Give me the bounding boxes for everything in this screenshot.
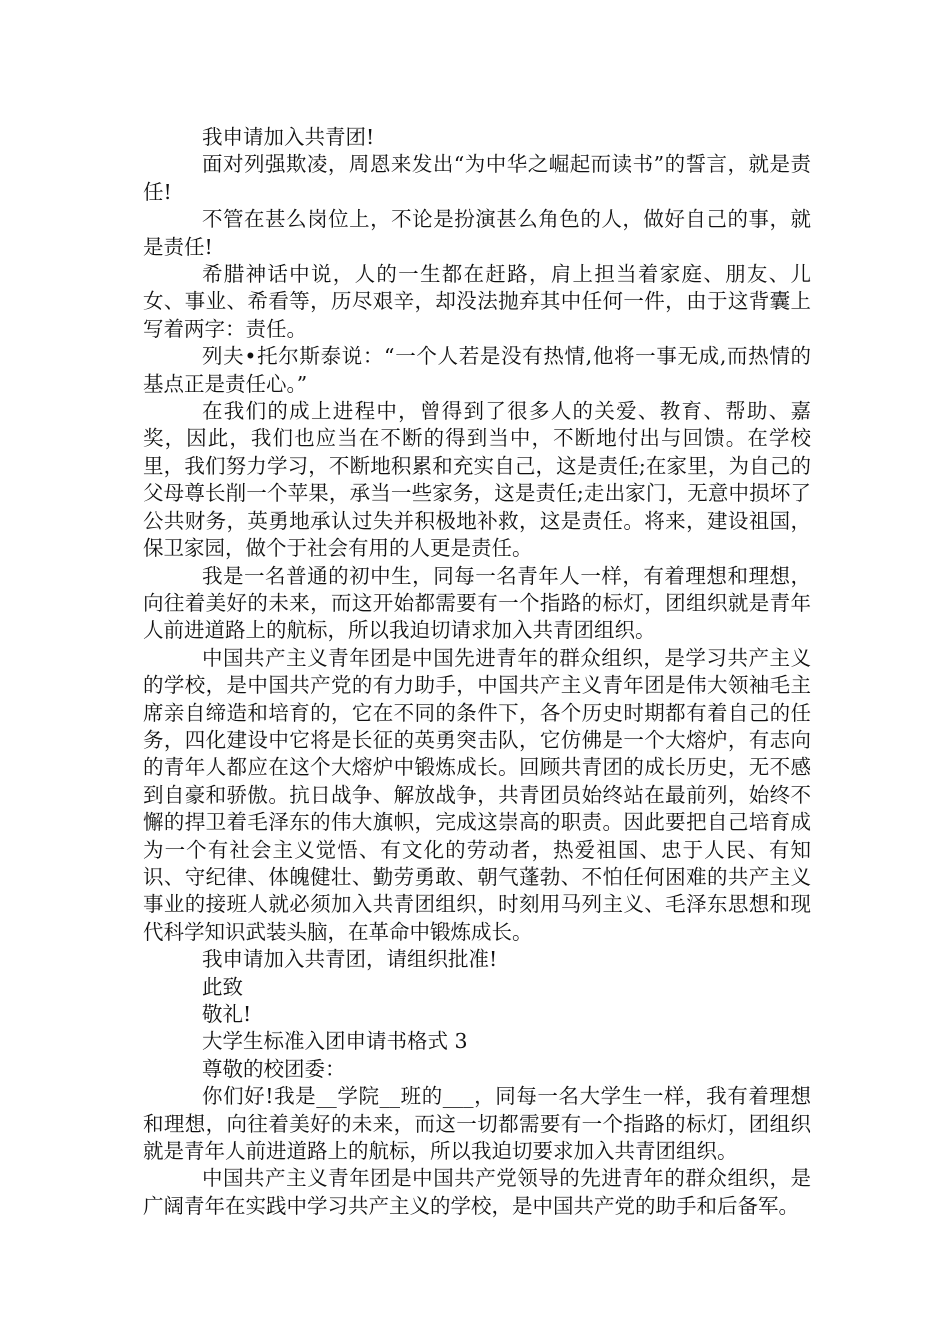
salutation: 尊敬的校团委：: [202, 1056, 346, 1081]
paragraph-any-position: 不管在甚么岗位上，不论是扮演甚么角色的人，做好自己的事，就是责任!: [143, 207, 811, 259]
document-body: [143, 124, 811, 1220]
paragraph-greeting-intro: 你们好!我是__学院__班的___，同每一名大学生一样，我有着理想和理想，向往着美好的未来，而这一切都需要有一个指路的标灯，团组织就是青年人前进道路上的航标，所以我迫切要求加入共青团组织。: [143, 1084, 811, 1164]
paragraph-youth-league-history: 中国共产主义青年团是中国先进青年的群众组织，是学习共产主义的学校，是中国共产党的有力助手，中国共产主义青年团是伟大领袖毛主席亲自缔造和培育的，它在不同的条件下，各个历史时期都有着自己的任务，四化建设中它将是长征的英勇突击队，它仿佛是一个大熔炉，有志向的青年人都应在这个大熔炉中锻炼成长。回顾共青团的成长历史，无不感到自豪和骄傲。抗日战争、解放战争，共青团员始终站在最前列，始终不懈的捍卫着毛泽东的伟大旗帜，完成这崇高的职责。因此要把自己培育成为一个有社会主义觉悟、有文化的劳动者，热爱祖国、忠于人民、有知识、守纪律、体魄健壮、勤劳勇敢、朝气蓬勃、不怕任何困难的共产主义事业的接班人就必须加入共青团组织，时刻用马列主义、毛泽东思想和现代科学知识武装头脑，在革命中锻炼成长。: [143, 645, 811, 944]
paragraph-request-approval: 我申请加入共青团，请组织批准!: [202, 947, 498, 972]
paragraph-tolstoy-quote: 列夫•托尔斯泰说：“一个人若是没有热情,他将一事无成,而热情的基点正是责任心。”: [143, 344, 811, 396]
paragraph-greek-myth: 希腊神话中说，人的一生都在赶路，肩上担当着家庭、朋友、儿女、事业、希看等，历尽艰辛，却没法抛弃其中任何一件，由于这背囊上写着两字：责任。: [143, 262, 811, 341]
paragraph-application-line: 我申请加入共青团!: [202, 125, 375, 149]
paragraph-zhou-enlai: 面对列强欺凌，周恩来发出“为中华之崛起而读书”的誓言，就是责任!: [143, 152, 811, 204]
section-heading-format-3: 大学生标准入团申请书格式 3: [202, 1029, 468, 1054]
closing-jingli: 敬礼!: [202, 1002, 252, 1026]
paragraph-ordinary-student: 我是一名普通的初中生，同每一名青年人一样，有着理想和理想，向往着美好的未来，而这开始都需要有一个指路的标灯，团组织就是青年人前进道路上的航标，所以我迫切请求加入共青团组织。: [143, 563, 811, 643]
closing-cizhi: 此致: [202, 974, 243, 999]
paragraph-league-definition: 中国共产主义青年团是中国共产党领导的先进青年的群众组织，是广阔青年在实践中学习共产主义的学校，是中国共产党的助手和后备军。: [143, 1166, 811, 1218]
paragraph-growth-responsibility: 在我们的成上进程中，曾得到了很多人的关爱、教育、帮助、嘉奖，因此，我们也应当在不断的得到当中，不断地付出与回馈。在学校里，我们努力学习，不断地积累和充实自己，这是责任;在家里，为自己的父母尊长削一个苹果，承当一些家务，这是责任;走出家门，无意中损坏了公共财务，英勇地承认过失并积极地补救，这是责任。将来，建设祖国，保卫家园，做个于社会有用的人更是责任。: [143, 399, 811, 561]
